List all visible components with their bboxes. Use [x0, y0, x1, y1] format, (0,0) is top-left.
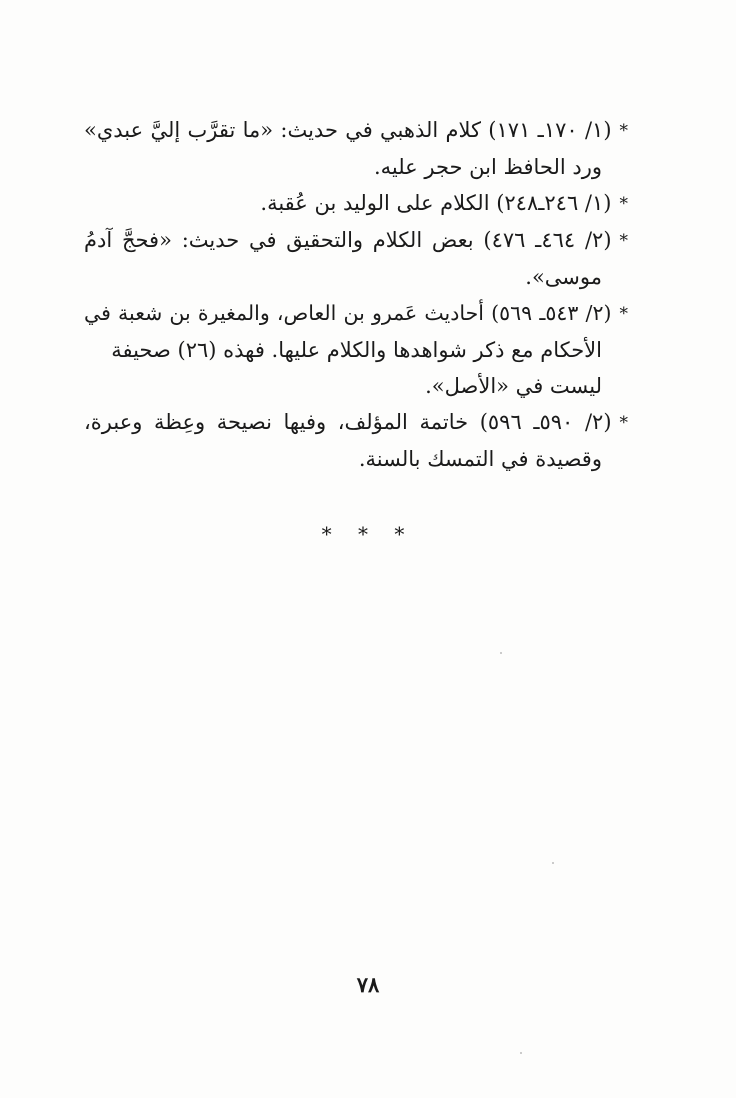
page-body [84, 112, 628, 477]
list-item [84, 295, 628, 404]
list-item [84, 404, 628, 477]
bullet-asterisk: * [619, 413, 629, 433]
entry-text: (٢/ ٥٤٣ـ ٥٦٩) أحاديث عَمرو بن العاص، والمغيرة بن شعبة في [84, 301, 612, 325]
bullet-asterisk: * [619, 304, 628, 324]
scan-speck [520, 1052, 522, 1054]
section-separator: * * * [321, 522, 415, 546]
entry-line [84, 112, 628, 149]
entry-text: (٢/ ٥٩٠ـ ٥٩٦) خاتمة المؤلف، وفيها نصيحة وعِظة وعبرة، [84, 410, 612, 434]
entry-line-continued: ليست في «الأصل». [425, 374, 602, 398]
entry-line [84, 404, 628, 441]
bullet-asterisk: * [619, 231, 629, 251]
entry-text: (٢/ ٤٦٤ـ ٤٧٦) بعض الكلام والتحقيق في حديث: «فحجَّ آدمُ [84, 228, 612, 252]
bullet-asterisk: * [619, 121, 629, 141]
entry-line-continued: ورد الحافظ ابن حجر عليه. [373, 155, 602, 179]
entry-line [84, 222, 628, 259]
list-item [84, 185, 628, 222]
entry-line-continued: موسى». [525, 265, 602, 289]
scan-speck [552, 862, 554, 864]
entry-line-continued: الأحكام مع ذكر شواهدها والكلام عليها. فهذه (٢٦) صحيفة [111, 338, 602, 362]
bullet-asterisk: * [619, 194, 628, 214]
list-item [84, 112, 628, 185]
list-item [84, 222, 628, 295]
entry-line [84, 185, 628, 222]
entry-line-continued: وقصيدة في التمسك بالسنة. [358, 447, 602, 471]
entry-line [84, 295, 628, 332]
entry-text: (١/ ١٧٠ـ ١٧١) كلام الذهبي في حديث: «ما تقرَّب إليَّ عبدي» [84, 118, 612, 142]
scan-speck [500, 652, 502, 654]
page-number: ٧٨ [356, 972, 380, 997]
entry-text: (١/ ٢٤٦ـ٢٤٨) الكلام على الوليد بن عُقبة. [260, 191, 612, 215]
